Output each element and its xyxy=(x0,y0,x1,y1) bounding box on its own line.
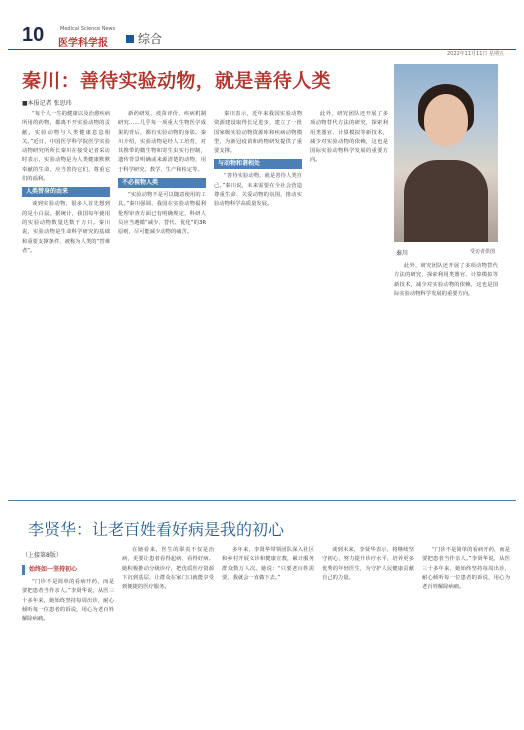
header-rule xyxy=(8,49,516,50)
article2-title: 李贤华：让老百姓看好病是我的初心 xyxy=(28,520,285,539)
page-header xyxy=(8,8,516,57)
article1-column-5 xyxy=(394,262,498,494)
article2-byline: （上接第8版） xyxy=(22,552,62,559)
newspaper-en-name: Medical Science News xyxy=(60,26,116,32)
portrait-face xyxy=(424,94,468,146)
portrait-body xyxy=(404,160,488,242)
article2-paragraph: 谈到未来，李贤华表示，将继续坚守初心，努力提升诊疗水平，培养更多优秀的年轻医生，为守护人民健康贡献自己的力量。 xyxy=(322,547,414,581)
article2-column-1 xyxy=(22,562,114,722)
article1-subhead-1: 人类替身的由来 xyxy=(22,187,110,197)
article2-paragraph: “门诊不是简单的看病开药，而是要把患者当作亲人。”李贤华说，从医三十多年来，她始终坚持每周出诊，耐心倾听每一位患者的诉说，用心为老百姓解除病痛。 xyxy=(22,579,114,623)
page-number: 10 xyxy=(22,24,45,46)
article2-column-2 xyxy=(122,546,214,722)
portrait-photo xyxy=(394,64,498,242)
article1-paragraph: 此外，研究团队还开展了多项动物替代方法的研究，探索利用类器官、计算模拟等新技术，减少对实验动物的依赖，这也是国际实验动物科学发展的重要方向。 xyxy=(394,263,498,297)
article1-title: 秦川：善待实验动物，就是善待人类 xyxy=(22,70,331,92)
photo-caption-name: 秦川 xyxy=(396,250,409,257)
article2-paragraph: 多年来，李贤华带领团队深入社区和乡村开展义诊和健康宣教，累计服务群众数万人次。她说：“只要老百姓需要，我就会一直做下去。” xyxy=(222,547,314,581)
article1-column-3 xyxy=(214,110,302,495)
article2-column-3 xyxy=(222,546,314,722)
photo-credit: 受访者供图 xyxy=(470,249,496,255)
article1-subhead-2: 不必视物人类 xyxy=(118,178,206,188)
article1-column-2 xyxy=(118,110,206,495)
article1-paragraph: 新药研发、疫苗评价、疾病机制研究……几乎每一项重大生物医学成果的背后，都有实验动物的身影。秦川介绍，实验动物是经人工培育，对其携带的微生物和寄生虫实行控制，遗传背景明确或来源清楚的动物，用于科学研究、教学、生产和检定等。 xyxy=(118,111,206,173)
article2-subhead-1: 始终如一坚持初心 xyxy=(22,565,114,575)
newspaper-name: 医学科学报 xyxy=(58,38,108,49)
issue-date: 2022年11月11日 星期五 xyxy=(446,51,504,57)
article1-paragraph: 秦川表示，近年来我国实验动物资源建设取得长足进步，建立了一批国家级实验动物资源库和疾病动物模型，为新冠疫苗和药物研发提供了重要支撑。 xyxy=(214,111,302,155)
article2-column-4 xyxy=(322,546,414,722)
article1-paragraph: “每个人一生的健康以及治愈疾病所用的药物，都离不开实验动物的贡献。实验动物与人类健康息息相关。”近日，中国医学科学院医学实验动物研究所所长秦川在接受记者采访时表示，实验动物是为人类健康默默奉献的生命，应当善待它们，尊重它们的福利。 xyxy=(22,111,110,183)
section-marker xyxy=(126,35,134,43)
section-title: 综合 xyxy=(138,32,163,46)
article-divider xyxy=(8,500,516,501)
article1-column-4 xyxy=(310,110,388,495)
article1-paragraph: 此外，研究团队还开展了多项动物替代方法的研究，探索利用类器官、计算模拟等新技术，减少对实验动物的依赖，这也是国际实验动物科学发展的重要方向。 xyxy=(310,111,388,164)
article1-paragraph: “善待实验动物，就是善待人类自己。”秦川说，未来需要在全社会营造尊重生命、关爱动物的氛围，推动实验动物科学高质量发展。 xyxy=(214,173,302,208)
article1-column-1 xyxy=(22,110,110,495)
article1-subhead-3: 与动物和谐相处 xyxy=(214,159,302,169)
article1-paragraph: “实验动物不是可以随意使用的工具。”秦川强调，我国在实验动物福利伦理审查方面已有明确规定，科研人员应当遵循“减少、替代、优化”的3R原则，尽可能减少动物的痛苦。 xyxy=(118,192,206,236)
article2-column-5 xyxy=(422,546,510,722)
article1-byline: ■本报记者 张思玮 xyxy=(22,100,72,107)
article1-paragraph: 谈到实验动物，很多人首先想到的是小白鼠。据统计，我国每年使用的实验动物数量达数千万只。秦川说，实验动物是生命科学研究的基础和重要支撑条件，被称为人类的“替难者”。 xyxy=(22,201,110,254)
article2-paragraph: 在她看来，医生的职责不仅是治病，更要让患者看得起病、看得好病。她积极推动分级诊疗，把优质医疗资源下沉到基层，让群众在家门口就能享受到便捷的医疗服务。 xyxy=(122,547,214,591)
article2-paragraph: “门诊不是简单的看病开药，而是要把患者当作亲人。”李贤华说，从医三十多年来，她始终坚持每周出诊，耐心倾听每一位患者的诉说，用心为老百姓解除病痛。 xyxy=(422,547,510,591)
